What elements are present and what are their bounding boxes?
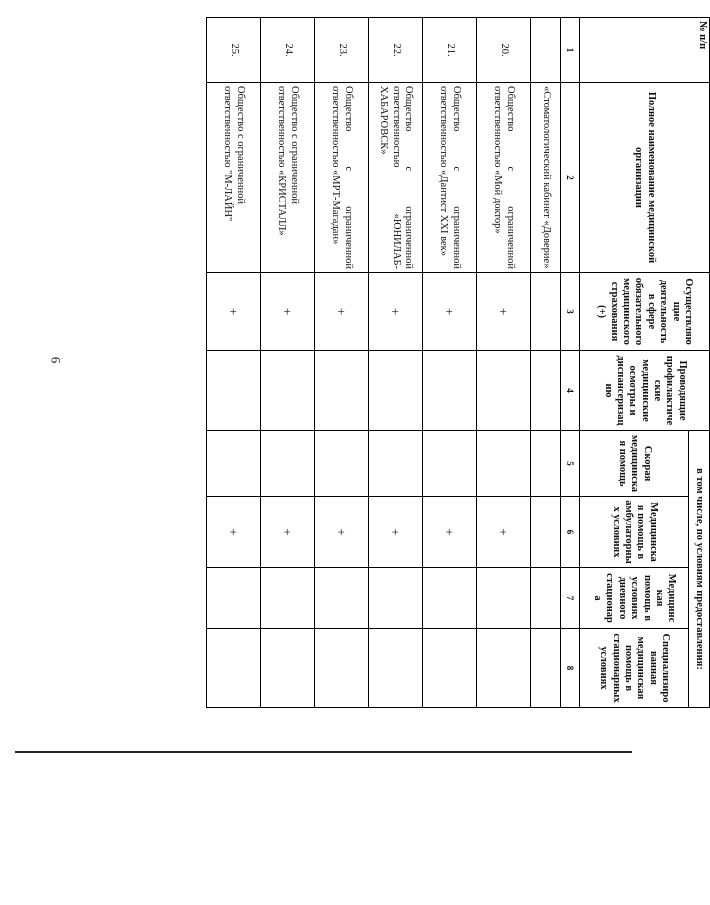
prof-mark bbox=[477, 351, 531, 431]
rotated-table-container bbox=[70, 17, 710, 707]
ambulance-mark bbox=[315, 431, 369, 497]
prof-mark bbox=[423, 351, 477, 431]
prof-mark bbox=[531, 351, 561, 431]
row-number: 20. bbox=[477, 18, 531, 83]
row-number: 25. bbox=[207, 18, 261, 83]
header-outpatient: Медицинская помощь в амбулаторных условиях bbox=[580, 497, 689, 568]
day-hospital-mark bbox=[315, 568, 369, 629]
row-number: 21. bbox=[423, 18, 477, 83]
organization-name: «Стоматологический кабинет «Доверие» bbox=[531, 83, 561, 273]
ambulance-mark bbox=[531, 431, 561, 497]
day-hospital-mark bbox=[477, 568, 531, 629]
outpatient-mark: + bbox=[261, 497, 315, 568]
oms-mark: + bbox=[477, 273, 531, 351]
column-number: 1 bbox=[561, 18, 580, 83]
inpatient-mark bbox=[531, 629, 561, 708]
inpatient-mark bbox=[315, 629, 369, 708]
outpatient-mark: + bbox=[207, 497, 261, 568]
prof-mark bbox=[315, 351, 369, 431]
ambulance-mark bbox=[477, 431, 531, 497]
table-row bbox=[369, 18, 423, 708]
day-hospital-mark bbox=[369, 568, 423, 629]
organization-name: Общество с ограниченной ответственностью «Дантист XXI век» bbox=[423, 83, 477, 273]
organization-name: Общество с ограниченной ответственностью «Мой доктор» bbox=[477, 83, 531, 273]
column-numbers-row bbox=[561, 18, 580, 708]
oms-mark: + bbox=[315, 273, 369, 351]
header-prof: Проводящие профилактические медицинские осмотры и диспансеризацию bbox=[580, 351, 710, 431]
header-group: в том числе, по условиям предоставления: bbox=[689, 431, 710, 708]
table-row bbox=[423, 18, 477, 708]
outpatient-mark bbox=[531, 497, 561, 568]
day-hospital-mark bbox=[423, 568, 477, 629]
ambulance-mark bbox=[423, 431, 477, 497]
outpatient-mark: + bbox=[423, 497, 477, 568]
column-number: 8 bbox=[561, 629, 580, 708]
inpatient-mark bbox=[423, 629, 477, 708]
header-oms: Осуществляющие деятельность в сфере обязательного медицинского страхования (+) bbox=[580, 273, 710, 351]
inpatient-mark bbox=[369, 629, 423, 708]
column-number: 4 bbox=[561, 351, 580, 431]
column-number: 3 bbox=[561, 273, 580, 351]
row-number bbox=[531, 18, 561, 83]
prof-mark bbox=[261, 351, 315, 431]
column-number: 7 bbox=[561, 568, 580, 629]
organization-name: Общество с ограниченной ответственностью «МРТ-Магадан» bbox=[315, 83, 369, 273]
column-number: 6 bbox=[561, 497, 580, 568]
page-number: 6 bbox=[48, 356, 64, 364]
prof-mark bbox=[207, 351, 261, 431]
column-number: 2 bbox=[561, 83, 580, 273]
table-row bbox=[207, 18, 261, 708]
header-name: Полное наименование медицинской организации bbox=[580, 83, 710, 273]
organization-name: Общество с ограниченной ответственностью "М-ЛАЙН" bbox=[207, 83, 261, 273]
outpatient-mark: + bbox=[477, 497, 531, 568]
column-number: 5 bbox=[561, 431, 580, 497]
inpatient-mark bbox=[207, 629, 261, 708]
row-number: 22. bbox=[369, 18, 423, 83]
bottom-rule bbox=[15, 751, 632, 753]
organization-name: Общество с ограниченной ответственностью «КРИСТАЛЛ» bbox=[261, 83, 315, 273]
header-ambulance: Скорая медицинская помощь bbox=[580, 431, 689, 497]
table-row bbox=[261, 18, 315, 708]
outpatient-mark: + bbox=[315, 497, 369, 568]
oms-mark: + bbox=[369, 273, 423, 351]
inpatient-mark bbox=[477, 629, 531, 708]
prof-mark bbox=[369, 351, 423, 431]
oms-mark: + bbox=[207, 273, 261, 351]
ambulance-mark bbox=[369, 431, 423, 497]
ambulance-mark bbox=[261, 431, 315, 497]
table-row bbox=[477, 18, 531, 708]
row-number: 24. bbox=[261, 18, 315, 83]
outpatient-mark: + bbox=[369, 497, 423, 568]
row-number: 23. bbox=[315, 18, 369, 83]
header-day-hospital: Медицинская помощь в условиях дневного стационара bbox=[580, 568, 689, 629]
inpatient-mark bbox=[261, 629, 315, 708]
day-hospital-mark bbox=[531, 568, 561, 629]
organization-name: Общество с ограниченной ответственностью «ЮНИЛАБ-ХАБАРОВСК» bbox=[369, 83, 423, 273]
day-hospital-mark bbox=[207, 568, 261, 629]
oms-mark: + bbox=[261, 273, 315, 351]
header-num: № п/п bbox=[580, 18, 710, 83]
table-row bbox=[315, 18, 369, 708]
header-inpatient: Специализированная медицинская помощь в стационарных условиях bbox=[580, 629, 689, 708]
ambulance-mark bbox=[207, 431, 261, 497]
day-hospital-mark bbox=[261, 568, 315, 629]
medical-organizations-table bbox=[206, 17, 710, 708]
table-row bbox=[531, 18, 561, 708]
oms-mark: + bbox=[423, 273, 477, 351]
oms-mark bbox=[531, 273, 561, 351]
